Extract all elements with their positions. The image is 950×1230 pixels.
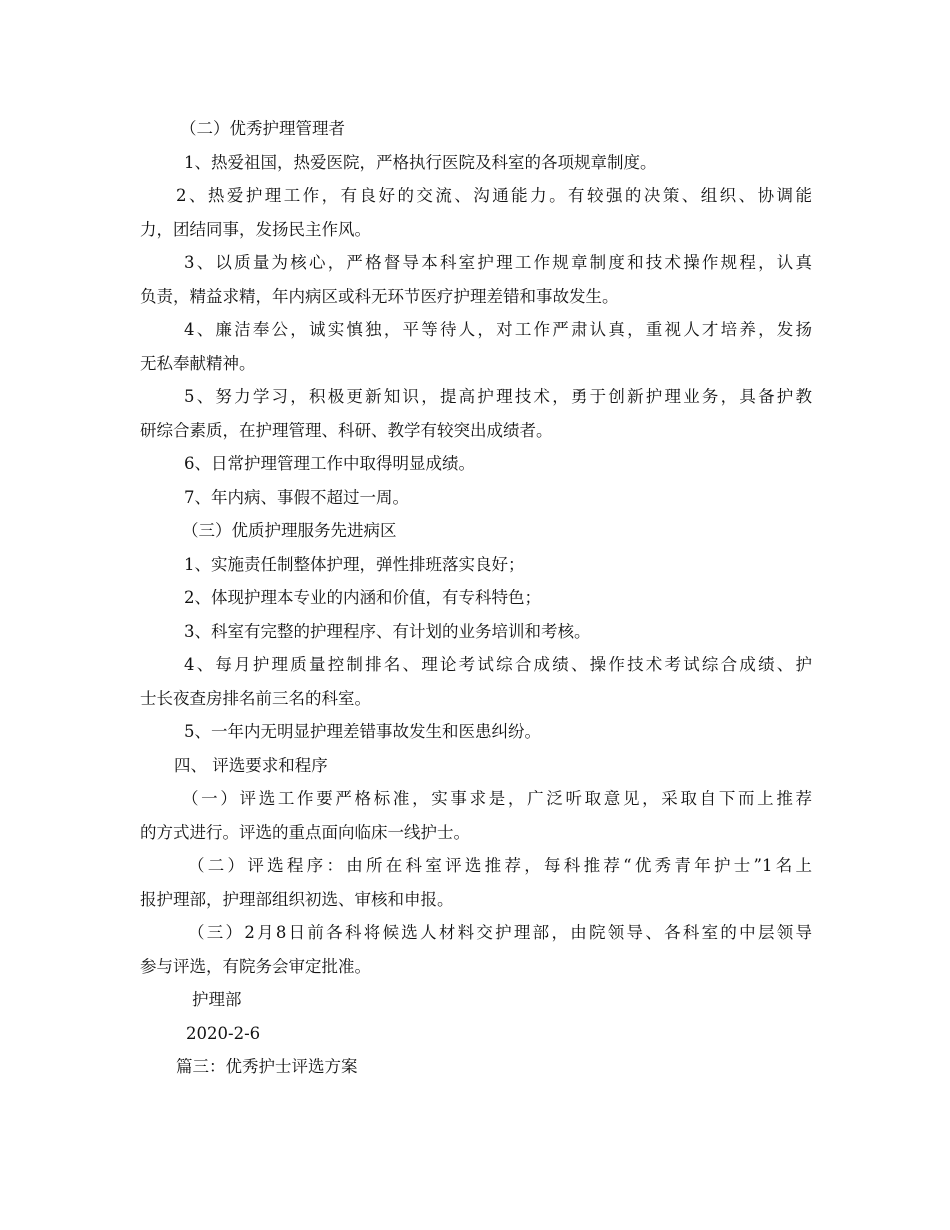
paragraph-line: 报护理部，护理部组织初选、审核和申报。 [140, 889, 454, 909]
paragraph-line: 研综合素质，在护理管理、科研、教学有较突出成绩者。 [140, 420, 553, 440]
paragraph-line: 力，团结同事，发扬民主作风。 [140, 219, 371, 239]
paragraph-line: 3、科室有完整的护理程序、有计划的业务培训和考核。 [184, 621, 591, 641]
subheading-outstanding-nursing-manager: （二）优秀护理管理者 [180, 119, 345, 138]
paragraph-line: 2、体现护理本专业的内涵和价值，有专科特色； [184, 588, 541, 607]
paragraph-line: 士长夜查房排名前三名的科室。 [140, 688, 371, 708]
paragraph-line: 5、一年内无明显护理差错事故发生和医患纠纷。 [184, 722, 541, 741]
signature-department: 护理部 [192, 990, 242, 1009]
paragraph-line: 1、实施责任制整体护理，弹性排班落实良好； [184, 554, 525, 574]
paragraph-line: 2、热爱护理工作，有良好的交流、沟通能力。有较强的决策、组织、协调能 [176, 186, 812, 205]
paragraph-line: 无私奉献精神。 [140, 353, 256, 373]
section-heading-requirements-and-procedure: 四、 评选要求和程序 [174, 755, 328, 775]
paragraph-line: 7、年内病、事假不超过一周。 [184, 487, 409, 507]
paragraph-line: 3、以质量为核心，严格督导本科室护理工作规章制度和技术操作规程，认真 [184, 253, 812, 272]
paragraph-line: 参与评选，有院务会审定批准。 [140, 956, 371, 976]
paragraph-line: 1、热爱祖国，热爱医院，严格执行医院及科室的各项规章制度。 [184, 152, 657, 172]
paragraph-line: （一）评选工作要严格标准，实事求是，广泛听取意见，采取自下而上推荐 [182, 789, 812, 808]
paragraph-line: 5、努力学习，积极更新知识，提高护理技术，勇于创新护理业务，具备护教 [184, 387, 812, 406]
paragraph-line: （二）评选程序：由所在科室评选推荐，每科推荐“优秀青年护士”1名上 [188, 856, 812, 875]
document-body [140, 112, 812, 1084]
paragraph-line: 4、每月护理质量控制排名、理论考试综合成绩、操作技术考试综合成绩、护 [184, 655, 812, 674]
paragraph-line: 的方式进行。评选的重点面向临床一线护士。 [140, 822, 470, 842]
paragraph-line: 4、廉洁奉公，诚实慎独，平等待人，对工作严肃认真，重视人才培养，发扬 [184, 320, 812, 339]
signature-date: 2020-2-6 [186, 1023, 261, 1043]
paragraph-line: （三）2月8日前各科将候选人材料交护理部，由院领导、各科室的中层领导 [188, 923, 812, 942]
chapter-heading-part-three: 篇三：优秀护士评选方案 [176, 1057, 358, 1076]
paragraph-line: 负责，精益求精，年内病区或科无环节医疗护理差错和事故发生。 [140, 286, 619, 306]
subheading-quality-nursing-ward: （三）优质护理服务先进病区 [182, 521, 397, 540]
paragraph-line: 6、日常护理管理工作中取得明显成绩。 [184, 454, 475, 473]
